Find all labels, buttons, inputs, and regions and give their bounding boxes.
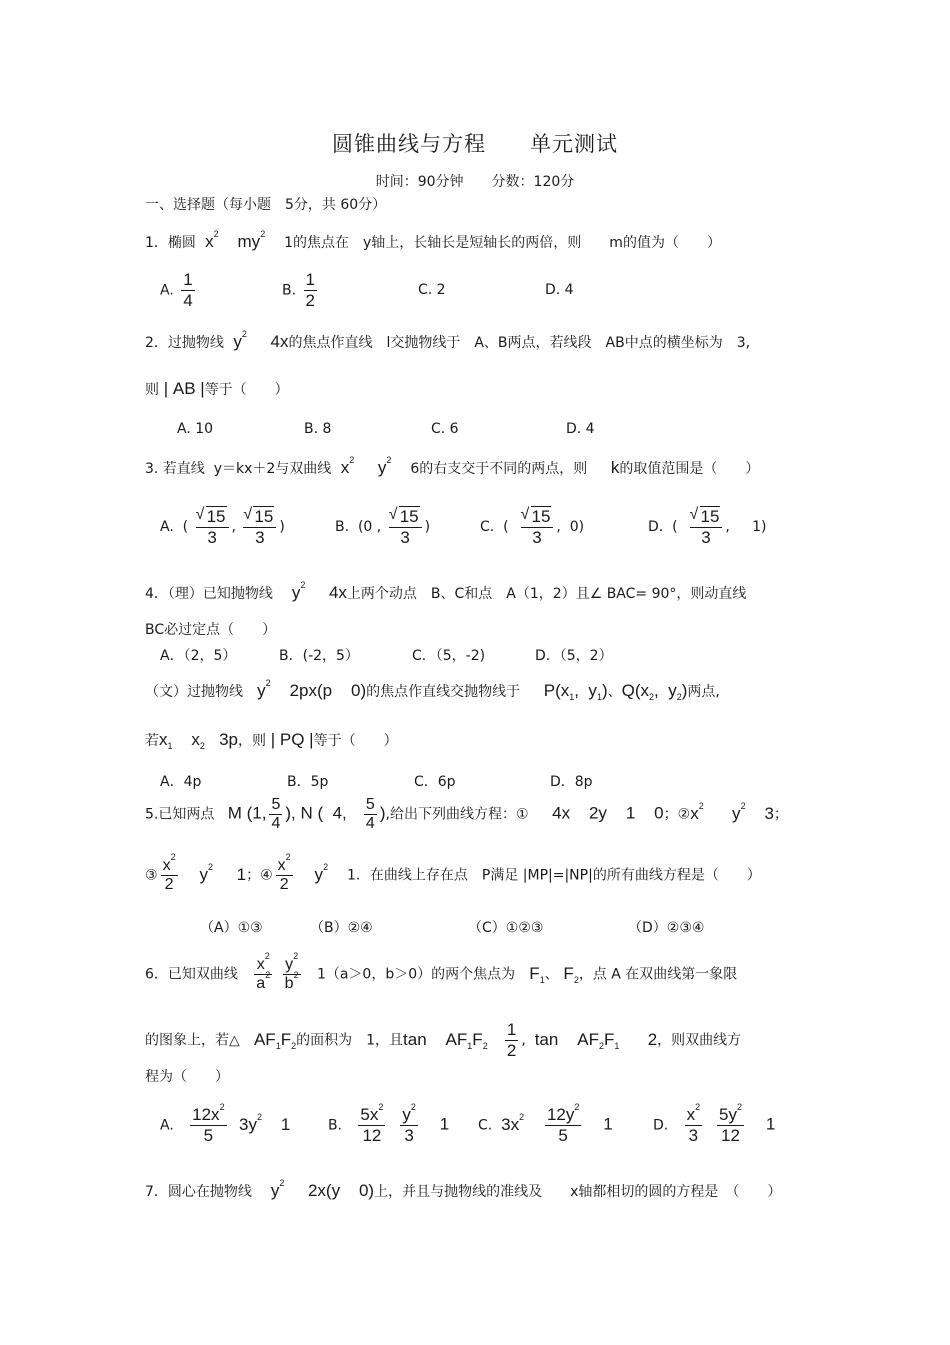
q3-option-a: A. ( √ $\frac{15}{3}$ , √ $\frac{15}{3}$ ) [160, 506, 285, 548]
q4-option-c: C．（5，-2) [412, 648, 486, 664]
page-title: 圆锥曲线与方程 单元测试 [332, 132, 618, 156]
section-heading: 一、选择题（每小题 5分，共 60分） [145, 197, 387, 213]
q2-option-c: C. 6 [431, 421, 459, 437]
question-6: 6．已知双曲线 $\frac{x^2}{a^2}$ $\frac{y^2}{b^2}$ 1（a＞0，b＞0）的两个焦点为 $F_1$、 $F_2$，点 A 在双曲线第一象限 [145, 951, 738, 992]
question-4-wen: （文）过抛物线 $y^2$ 2px(p 0)的焦点作直线交抛物线于 $P(x_1$, $y_1$)、$Q(x_2$, $y_2$)两点, [145, 678, 720, 702]
q6-option-b: B. $\frac{5x^2}{12}$ $\frac{y^2}{3}$ 1 [328, 1102, 450, 1145]
q6-option-c: C. $3x^2$ $\frac{12y^2}{5}$ 1 [478, 1102, 613, 1145]
q4w-option-b: B．5p [287, 774, 329, 790]
question-4-wen-cont: 若$x_1$ $x_2$ 3p，则 | PQ |等于（ ） [145, 730, 398, 751]
q4-option-a: A．（2，5） [160, 648, 237, 664]
q4w-option-c: C．6p [414, 774, 456, 790]
q4-option-d: D．（5，2） [535, 648, 613, 664]
question-6-cont: 的图象上，若△ $AF_1F_2$的面积为 1，且tan $AF_1F_2$ $\frac{1}{2}$ , tan $AF_2F_1$ 2，则双曲线方 [145, 1020, 742, 1060]
q1-option-a: A. $\frac{1}{4}$ [160, 270, 193, 310]
question-6-cont2: 程为（ ） [145, 1069, 229, 1085]
q2-option-b: B. 8 [304, 421, 332, 437]
q4w-option-d: D．8p [550, 774, 593, 790]
q3-option-b: B. (0 , √ $\frac{15}{3}$ ) [335, 506, 430, 548]
q2-option-a: A. 10 [177, 421, 214, 437]
exam-info: 时间：90分钟 分数：120分 [375, 174, 575, 190]
q5-option-d: （D）②③④ [628, 920, 705, 936]
q6-option-a: A. $\frac{12x^2}{5}$ $3y^2$ 1 [160, 1102, 291, 1145]
q5-option-c: （C）①②③ [468, 920, 544, 936]
q4w-option-a: A．4p [160, 774, 202, 790]
question-5-cont: ③ $\frac{x^2}{2}$ $y^2$ 1；④ $\frac{x^2}{2}$ $y^2$ 1．在曲线上存在点 P满足 |MP|=|NP|的所有曲线方程是（ ） [145, 852, 761, 893]
q5-option-b: （B）②④ [310, 920, 373, 936]
q5-option-a: （A）①③ [200, 920, 263, 936]
question-2-cont: 则 | AB |等于（ ） [145, 379, 289, 398]
question-3: 3. 若直线 y＝kx＋2与双曲线 $x^2$ $y^2$ 6的右支交于不同的两点，则 k的取值范围是（ ） [145, 455, 760, 477]
q3-option-c: C. ( √ $\frac{15}{3}$ , 0) [480, 506, 584, 548]
q1-option-d: D. 4 [545, 282, 574, 298]
q2-option-d: D. 4 [566, 421, 595, 437]
q1-option-b: B. $\frac{1}{2}$ [282, 270, 315, 310]
question-1: 1．椭圆 $x^2$ $my^2$ 1的焦点在 y轴上，长轴长是短轴长的两倍，则 m的值为（ ） [145, 229, 721, 251]
question-7: 7．圆心在抛物线 $y^2$ 2x(y 0)上，并且与抛物线的准线及 x轴都相切的圆的方程是 （ ） [145, 1178, 782, 1200]
question-5: 5.已知两点 M (1, $\frac{5}{4}$ ), N ( 4, $\frac{5}{4}$ ),给出下列曲线方程：① 4x 2y 1 0；$②x^2$ $y^2$ 3； [145, 796, 788, 832]
question-4-cont: BC必过定点（ ） [145, 622, 277, 638]
q3-option-d: D. ( √ $\frac{15}{3}$ , 1) [648, 506, 767, 548]
question-4: 4．（理）已知抛物线 $y^2$ 4x上两个动点 B、C和点 A（1，2）且∠ BAC= 90°，则动直线 [145, 580, 747, 602]
q1-option-c: C. 2 [418, 282, 446, 298]
question-2: 2．过抛物线 $y^2$ 4x的焦点作直线 l交抛物线于 A、B两点，若线段 AB中点的横坐标为 3, [145, 329, 751, 351]
q4-option-b: B．(-2，5） [279, 648, 359, 664]
q6-option-d: D. $\frac{x^2}{3}$ $\frac{5y^2}{12}$ 1 [653, 1102, 776, 1145]
